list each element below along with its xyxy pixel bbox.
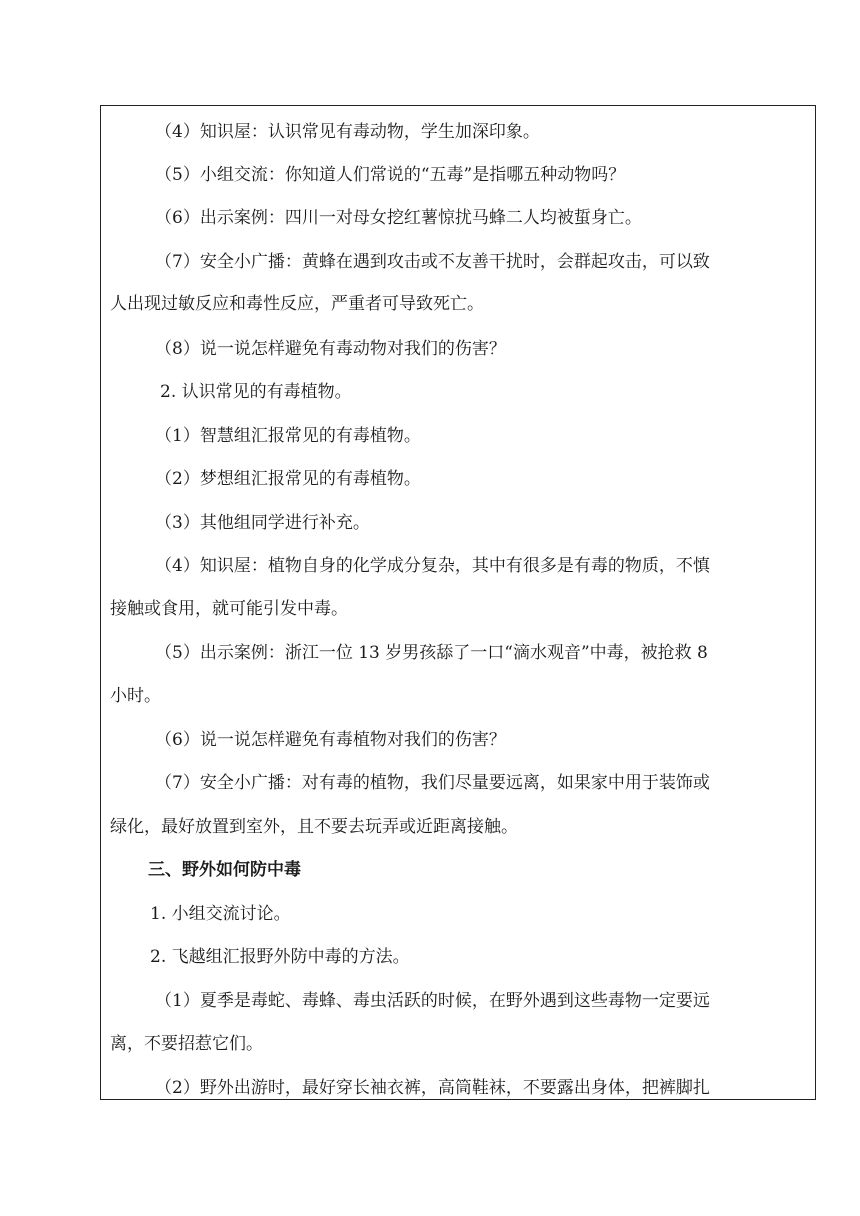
text-line: 1. 小组交流讨论。 [150,904,291,924]
text-line: 接触或食用，就可能引发中毒。 [110,599,348,619]
text-line: （1）智慧组汇报常见的有毒植物。 [155,426,421,446]
text-line: 人出现过敏反应和毒性反应，严重者可导致死亡。 [110,294,484,314]
text-line: （7）安全小广播：黄蜂在遇到攻击或不友善干扰时，会群起攻击，可以致 [155,252,710,272]
text-line: 小时。 [110,686,161,706]
text-line: （5）出示案例：浙江一位 13 岁男孩舔了一口“滴水观音”中毒，被抢救 8 [155,643,708,663]
text-line: （2）梦想组汇报常见的有毒植物。 [155,469,421,489]
text-line: 2. 飞越组汇报野外防中毒的方法。 [150,947,410,967]
text-line: （3）其他组同学进行补充。 [155,513,370,533]
text-line: （8）说一说怎样避免有毒动物对我们的伤害？ [155,339,506,359]
text-line: 离，不要招惹它们。 [110,1034,263,1054]
text-line: （5）小组交流：你知道人们常说的“五毒”是指哪五种动物吗？ [155,165,626,185]
text-line: （1）夏季是毒蛇、毒蜂、毒虫活跃的时候，在野外遇到这些毒物一定要远 [155,991,710,1011]
text-line: （6）出示案例：四川一对母女挖红薯惊扰马蜂二人均被蜇身亡。 [155,208,642,228]
text-line: （4）知识屋：认识常见有毒动物，学生加深印象。 [155,122,540,142]
section-heading: 三、野外如何防中毒 [148,860,301,880]
text-line: 绿化，最好放置到室外，且不要去玩弄或近距离接触。 [110,817,518,837]
text-line: （4）知识屋：植物自身的化学成分复杂，其中有很多是有毒的物质，不慎 [155,556,710,576]
text-line: （6）说一说怎样避免有毒植物对我们的伤害？ [155,730,506,750]
text-line: 2. 认识常见的有毒植物。 [160,382,352,402]
text-line: （2）野外出游时，最好穿长袖衣裤，高筒鞋袜，不要露出身体，把裤脚扎 [155,1078,710,1098]
text-line: （7）安全小广播：对有毒的植物，我们尽量要远离，如果家中用于装饰或 [155,773,710,793]
